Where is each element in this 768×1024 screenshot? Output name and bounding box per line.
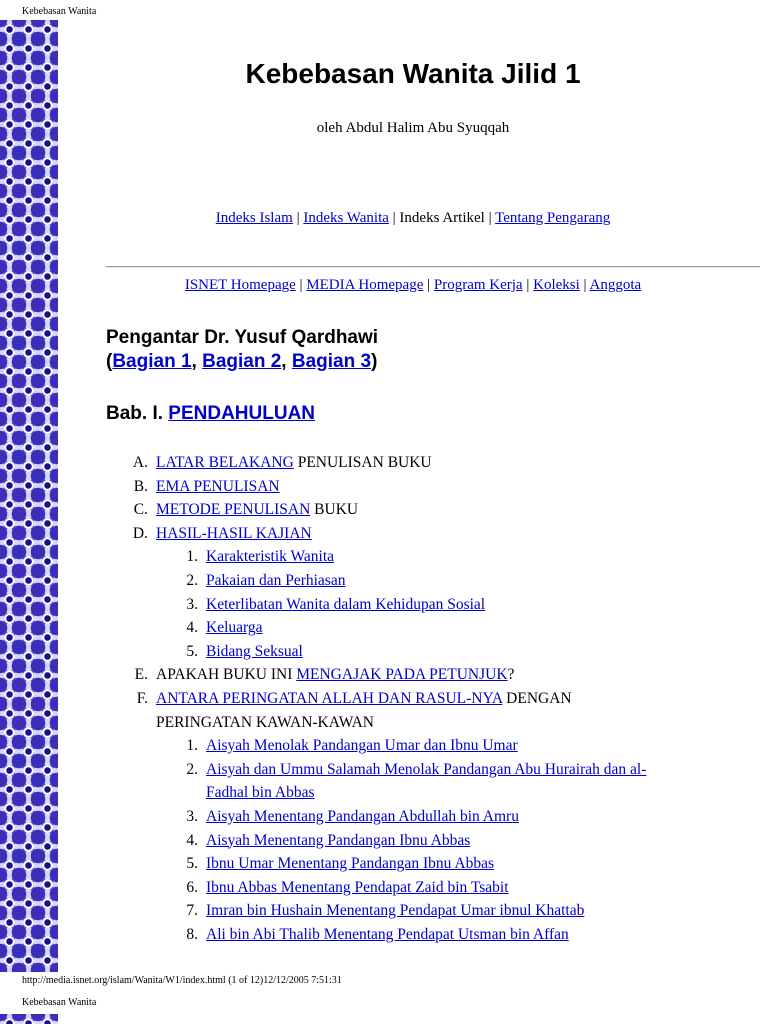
toc-item-f: F. ANTARA PERINGATAN ALLAH DAN RASUL-NYA DENGAN PERINGATAN KAWAN-KAWAN [136,689,572,731]
divider [106,266,760,268]
link-ema-penulisan[interactable]: EMA PENULISAN [156,477,280,495]
toc-subitem: 3. Aisyah Menentang Pandangan Abdullah bin Amru [186,807,519,825]
toc-subitem: 2. Pakaian dan Perhiasan [186,571,346,589]
text-indeks-artikel: Indeks Artikel [399,210,485,226]
separator: | [526,277,530,293]
print-header-next: Kebebasan Wanita [22,997,97,1008]
link-aisyah-ummu-salamah-cont[interactable]: Fadhal bin Abbas [206,784,315,802]
toc-subitem: 6. Ibnu Abbas Menentang Pendapat Zaid bin Tsabit [186,878,509,896]
toc-item-b: B. EMA PENULISAN [133,477,280,495]
toc-subitem: 7. Imran bin Hushain Menentang Pendapat Umar ibnul Khattab [186,902,585,920]
link-isnet-homepage[interactable]: ISNET Homepage [184,277,296,293]
separator: | [296,210,300,226]
link-latar-belakang[interactable]: LATAR BELAKANG [156,454,294,471]
link-indeks-wanita[interactable]: Indeks Wanita [303,210,389,226]
separator: | [488,210,492,226]
link-media-homepage[interactable]: MEDIA Homepage [306,277,424,293]
link-anggota[interactable]: Anggota [589,277,642,293]
link-tentang-pengarang[interactable]: Tentang Pengarang [495,210,611,226]
link-bidang-seksual[interactable]: Bidang Seksual [206,642,303,660]
decorative-border [0,20,58,972]
link-ibnu-abbas-zaid[interactable]: Ibnu Abbas Menentang Pendapat Zaid bin Tsabit [206,878,509,896]
link-ibnu-umar[interactable]: Ibnu Umar Menentang Pandangan Ibnu Abbas [206,855,494,873]
pengantar-label: Pengantar Dr. Yusuf Qardhawi [106,327,379,348]
author-line: oleh Abdul Halim Abu Syuqqah [316,120,510,136]
link-metode-penulisan[interactable]: METODE PENULISAN [156,501,311,519]
page-title: Kebebasan Wanita Jilid 1 [245,58,581,89]
link-antara-peringatan[interactable]: ANTARA PERINGATAN ALLAH DAN RASUL-NYA [156,689,503,707]
nav-isnet [58,277,768,294]
separator: | [299,277,303,293]
toc-item-e: E. APAKAH BUKU INI MENGAJAK PADA PETUNJUK? [134,666,515,684]
link-bagian-1[interactable]: Bagian 1 [112,351,192,372]
bab-1-prefix: Bab. I. [106,403,164,424]
link-pakaian-perhiasan[interactable]: Pakaian dan Perhiasan [206,571,346,589]
link-bagian-3[interactable]: Bagian 3 [291,351,372,372]
link-indeks-islam[interactable]: Indeks Islam [215,210,293,226]
bab-1-heading [106,402,315,426]
toc-item-c: C. METODE PENULISAN BUKU [133,501,359,519]
print-header: Kebebasan Wanita [22,6,97,17]
link-program-kerja[interactable]: Program Kerja [433,277,523,293]
link-mengajak-petunjuk[interactable]: MENGAJAK PADA PETUNJUK [296,666,508,684]
link-aisyah-ummu-salamah[interactable]: Aisyah dan Ummu Salamah Menolak Pandangan Abu Hurairah dan al- [206,760,647,778]
toc-item-a: A. LATAR BELAKANG PENULISAN BUKU [132,454,432,471]
link-pendahuluan[interactable]: PENDAHULUAN [168,403,316,424]
link-imran[interactable]: Imran bin Hushain Menentang Pendapat Umar ibnul Khattab [206,902,585,920]
pengantar-heading [106,326,378,374]
link-koleksi[interactable]: Koleksi [533,277,580,293]
link-keterlibatan-wanita[interactable]: Keterlibatan Wanita dalam Kehidupan Sosial [206,595,486,613]
pengantar-parts: (Bagian 1, Bagian 2, Bagian 3) [106,351,378,372]
link-keluarga[interactable]: Keluarga [206,619,263,637]
toc-subitem: 3. Keterlibatan Wanita dalam Kehidupan Sosial [186,595,486,613]
link-aisyah-abdullah[interactable]: Aisyah Menentang Pandangan Abdullah bin Amru [206,807,519,825]
link-bagian-2[interactable]: Bagian 2 [202,351,282,372]
print-footer-url: http://media.isnet.org/islam/Wanita/W1/index.html (1 of 12)12/12/2005 7:51:31 [22,975,342,986]
link-hasil-kajian[interactable]: HASIL-HASIL KAJIAN [156,524,312,542]
toc-item-d: D. HASIL-HASIL KAJIAN [132,524,312,542]
separator: | [583,277,587,293]
toc-subitem: 8. Ali bin Abi Thalib Menentang Pendapat Utsman bin Affan [186,925,569,943]
toc-subitem: 2. Aisyah dan Ummu Salamah Menolak Pandangan Abu Hurairah dan al- Fadhal bin Abbas [186,760,647,802]
table-of-contents [106,451,726,946]
separator: | [427,277,431,293]
toc-subitem: 1. Karakteristik Wanita [186,548,335,566]
nav-index [58,210,768,227]
decorative-border-next [0,1014,58,1024]
link-aisyah-umar[interactable]: Aisyah Menolak Pandangan Umar dan Ibnu Umar [206,737,518,755]
toc-subitem: 5. Ibnu Umar Menentang Pandangan Ibnu Abbas [186,855,494,873]
toc-subitem: 5. Bidang Seksual [186,642,303,660]
toc-subitem: 4. Aisyah Menentang Pandangan Ibnu Abbas [186,831,471,849]
toc-subitem: 4. Keluarga [186,619,263,637]
link-karakteristik-wanita[interactable]: Karakteristik Wanita [206,548,335,566]
toc-subitem: 1. Aisyah Menolak Pandangan Umar dan Ibnu Umar [186,737,518,755]
link-aisyah-ibnu-abbas[interactable]: Aisyah Menentang Pandangan Ibnu Abbas [206,831,471,849]
link-ali-utsman[interactable]: Ali bin Abi Thalib Menentang Pendapat Utsman bin Affan [206,925,569,943]
separator: | [392,210,396,226]
